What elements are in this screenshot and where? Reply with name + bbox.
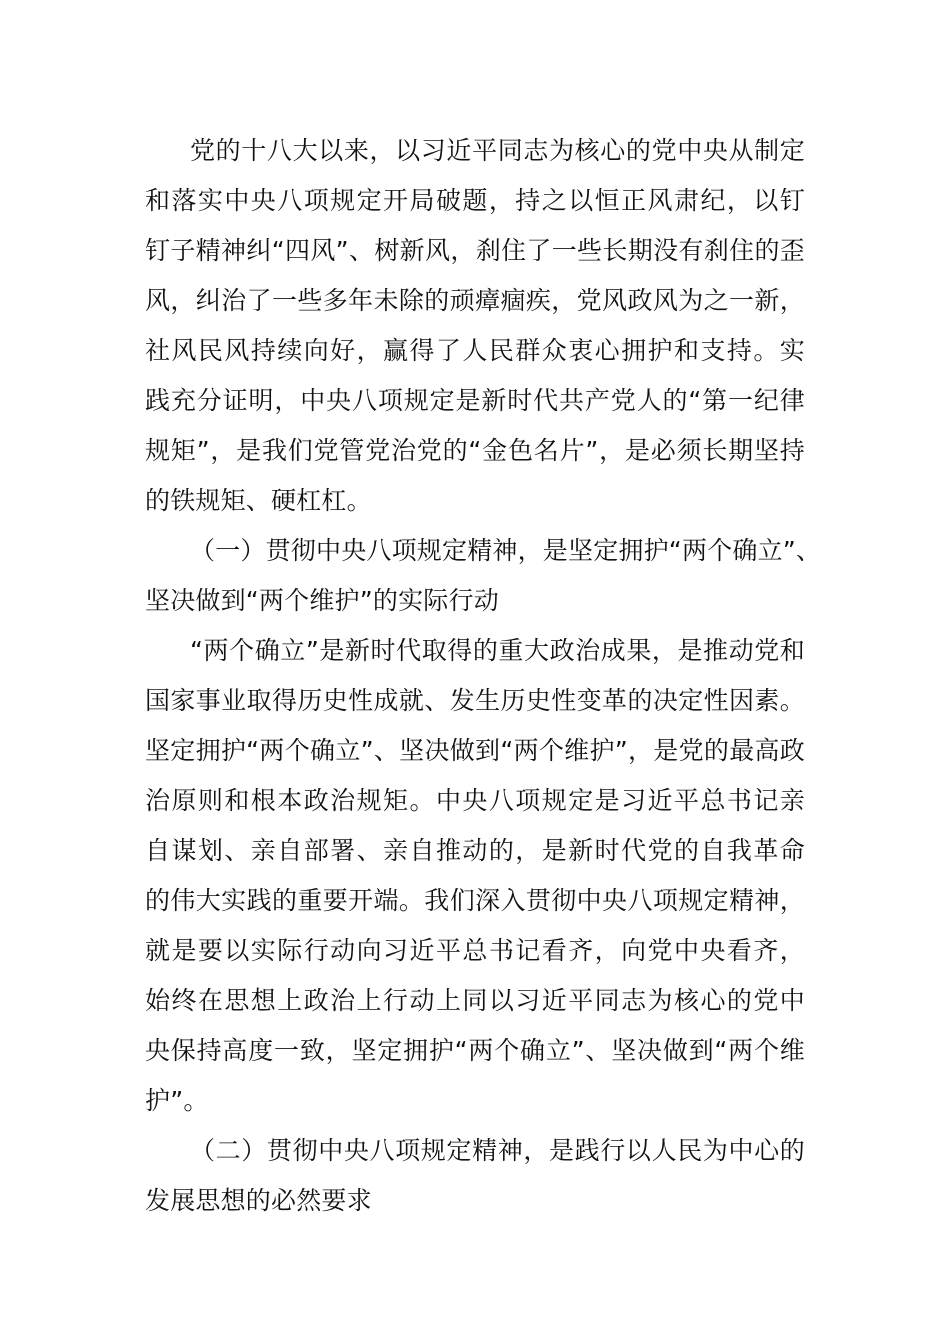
paragraph-1-line-3: 钉子精神纠“四风”、树新风，刹住了一些长期没有刹住的歪 <box>145 236 805 265</box>
section-2-heading-line-1: （二）贯彻中央八项规定精神，是践行以人民为中心的 <box>190 1136 805 1165</box>
paragraph-2-line-3: 坚定拥护“两个确立”、坚决做到“两个维护”，是党的最高政 <box>145 736 805 765</box>
section-1-heading-line-1: （一）贯彻中央八项规定精神，是坚定拥护“两个确立”、 <box>190 536 822 565</box>
paragraph-1-line-4: 风，纠治了一些多年未除的顽瘴痼疾，党风政风为之一新， <box>145 286 805 315</box>
paragraph-1-line-7: 规矩”，是我们党管党治党的“金色名片”，是必须长期坚持 <box>145 436 805 465</box>
paragraph-2-line-8: 始终在思想上政治上行动上同以习近平同志为核心的党中 <box>145 986 805 1015</box>
paragraph-2-line-4: 治原则和根本政治规矩。中央八项规定是习近平总书记亲 <box>145 786 805 815</box>
paragraph-1-line-8: 的铁规矩、硬杠杠。 <box>145 486 372 515</box>
paragraph-1-line-2: 和落实中央八项规定开局破题，持之以恒正风肃纪，以钉 <box>145 186 805 215</box>
section-2-heading-line-2: 发展思想的必然要求 <box>145 1186 372 1215</box>
paragraph-2-line-5: 自谋划、亲自部署、亲自推动的，是新时代党的自我革命 <box>145 836 805 865</box>
paragraph-1-line-6: 践充分证明，中央八项规定是新时代共产党人的“第一纪律 <box>145 386 805 415</box>
paragraph-2-line-2: 国家事业取得历史性成就、发生历史性变革的决定性因素。 <box>145 686 805 715</box>
paragraph-2-line-10: 护”。 <box>145 1086 209 1115</box>
paragraph-2-line-1: “两个确立”是新时代取得的重大政治成果，是推动党和 <box>190 636 805 665</box>
paragraph-2-line-6: 的伟大实践的重要开端。我们深入贯彻中央八项规定精神， <box>145 886 805 915</box>
paragraph-2-line-7: 就是要以实际行动向习近平总书记看齐，向党中央看齐， <box>145 936 805 965</box>
paragraph-1-line-1: 党的十八大以来，以习近平同志为核心的党中央从制定 <box>190 136 805 165</box>
paragraph-2-line-9: 央保持高度一致，坚定拥护“两个确立”、坚决做到“两个维 <box>145 1036 805 1065</box>
section-1-heading-line-2: 坚决做到“两个维护”的实际行动 <box>145 586 499 615</box>
paragraph-1-line-5: 社风民风持续向好，赢得了人民群众衷心拥护和支持。实 <box>145 336 805 365</box>
